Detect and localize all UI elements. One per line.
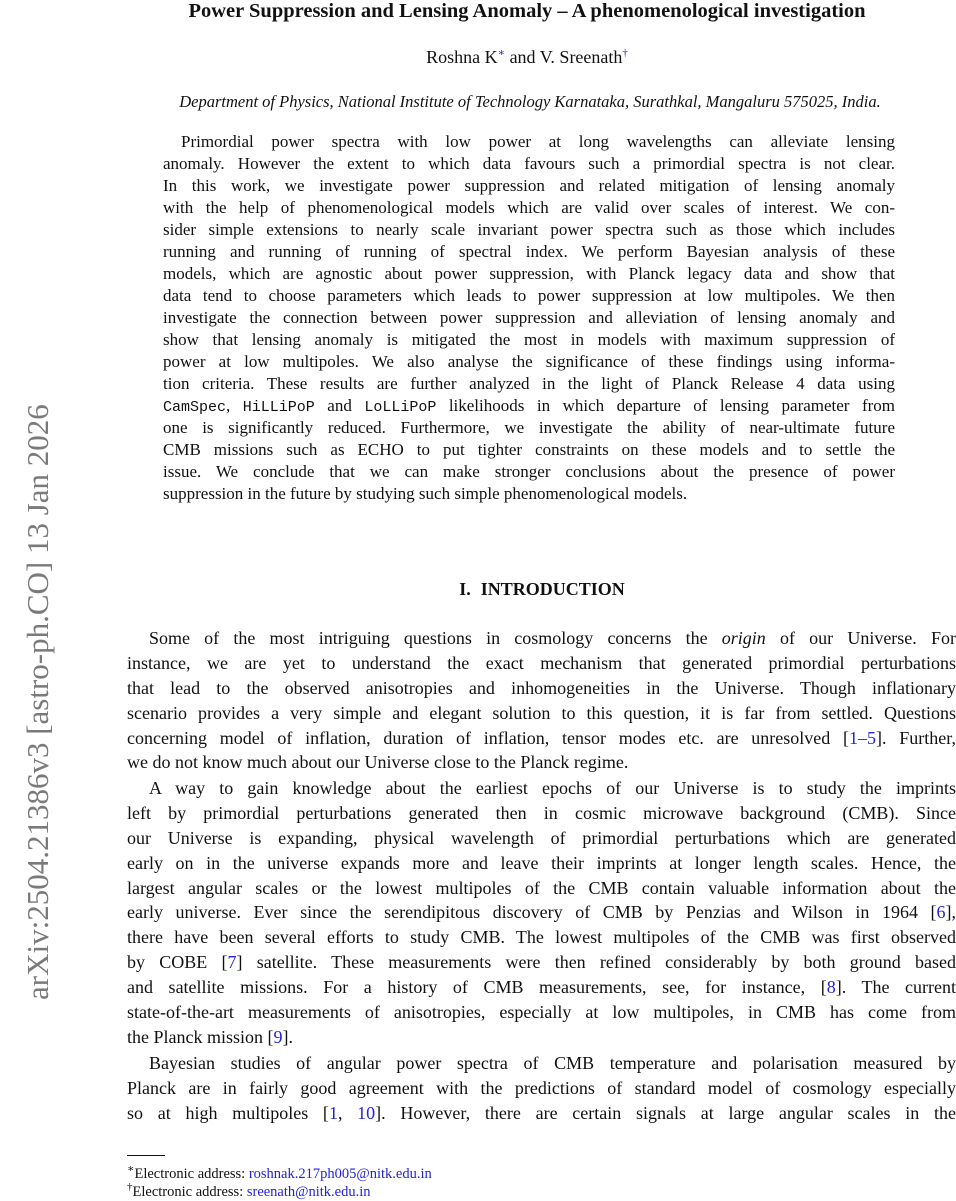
text-run: by COBE [: [127, 952, 227, 972]
text-run: ].: [283, 1027, 294, 1047]
text-run: and: [315, 396, 365, 415]
email-link[interactable]: sreenath@nitk.edu.in: [247, 1184, 371, 1200]
citation-link[interactable]: 6: [937, 902, 946, 922]
citation-link[interactable]: 1: [329, 1103, 338, 1123]
text-line: [163, 373, 895, 395]
email-link[interactable]: roshnak.217ph005@nitk.edu.in: [249, 1166, 432, 1182]
text-line: [163, 175, 895, 197]
text-line: [163, 263, 895, 285]
text-run: state-of-the-art measurements of anisotropies, especially at low multipoles, in CMB has come from: [127, 1002, 956, 1022]
text-run: Planck are in fairly good agreement with the predictions of standard model of cosmology especially: [127, 1078, 956, 1098]
text-run: CMB missions such as ECHO to put tighter constraints on these models and to settle the: [163, 440, 895, 459]
text-line: [163, 483, 895, 505]
text-run: Some of the most intriguing questions in cosmology concerns the: [149, 628, 722, 648]
text-run: with the help of phenomenological models which are valid over scales of interest. We con-: [163, 198, 895, 217]
text-run: we do not know much about our Universe close to the Planck regime.: [127, 752, 628, 772]
author-name: V. Sreenath: [540, 47, 623, 67]
abstract: [163, 131, 895, 505]
text-run: early universe. Ever since the serendipitous discovery of CMB by Penzias and Wilson in 1964 [: [127, 902, 937, 922]
citation-link[interactable]: 8: [827, 977, 836, 997]
text-line: [163, 439, 895, 461]
text-run: ]. Further,: [876, 728, 956, 748]
text-run: issue. We conclude that we can make stronger conclusions about the presence of power: [163, 462, 895, 481]
text-line: [127, 851, 956, 876]
text-run: one is significantly reduced. Furthermore, we investigate the ability of near-ultimate future: [163, 418, 895, 437]
text-line: [163, 461, 895, 483]
text-run: the Planck mission [: [127, 1027, 274, 1047]
section-number: I.: [459, 579, 471, 599]
code-term: CamSpec: [163, 399, 226, 416]
footnote: [127, 1162, 432, 1183]
footnote-link[interactable]: ∗: [498, 47, 505, 59]
text-run: tion criteria. These results are further analyzed in the light of Planck Release 4 data using: [163, 374, 895, 393]
text-line: [127, 1076, 956, 1101]
text-line: [163, 197, 895, 219]
footnote-mark: ∗: [127, 1163, 134, 1175]
emphasis-text: origin: [722, 628, 766, 648]
text-run: models, which are agnostic about power suppression, with Planck legacy data and show that: [163, 264, 895, 283]
body-paragraph: [127, 626, 956, 775]
text-run: Primordial power spectra with low power at long wavelengths can alleviate lensing: [181, 132, 895, 151]
text-line: [127, 801, 956, 826]
text-line: [127, 776, 956, 801]
text-run: and satellite missions. For a history of CMB measurements, see, for instance, [: [127, 977, 827, 997]
text-run: anomaly. However the extent to which data favours such a primordial spectra is not clear.: [163, 154, 895, 173]
citation-link[interactable]: 10: [357, 1103, 375, 1123]
text-run: investigate the connection between power suppression and alleviation of lensing anomaly and: [163, 308, 895, 327]
text-line: [127, 726, 956, 751]
footnote-link[interactable]: †: [622, 47, 628, 59]
text-run: power at low multipoles. We also analyse the significance of these findings using informa-: [163, 352, 895, 371]
text-line: [163, 285, 895, 307]
text-line: [163, 351, 895, 373]
text-line: [127, 950, 956, 975]
text-line: [163, 417, 895, 439]
arxiv-identifier: arXiv:2504.21386v3 [astro-ph.CO] 13 Jan 2026: [20, 260, 56, 1000]
text-run: ]. However, there are certain signals at large angular scales in the: [375, 1103, 956, 1123]
text-line: [127, 1025, 956, 1050]
text-line: [163, 219, 895, 241]
text-run: scenario provides a very simple and elegant solution to this question, it is far from settled. Questions: [127, 703, 956, 723]
text-run: largest angular scales or the lowest multipoles of the CMB contain valuable information about the: [127, 878, 956, 898]
text-run: A way to gain knowledge about the earliest epochs of our Universe is to study the imprints: [149, 778, 956, 798]
text-run: suppression in the future by studying such simple phenomenological models.: [163, 484, 687, 503]
text-run: early on in the universe expands more and leave their imprints at longer length scales. Hence, the: [127, 853, 956, 873]
text-run: left by primordial perturbations generated then in cosmic microwave background (CMB). Since: [127, 803, 956, 823]
text-run: so at high multipoles [: [127, 1103, 329, 1123]
text-line: [163, 153, 895, 175]
text-run: show that lensing anomaly is mitigated the most in models with maximum suppression of: [163, 330, 895, 349]
text-run: In this work, we investigate power suppression and related mitigation of lensing anomaly: [163, 176, 895, 195]
text-line: [127, 676, 956, 701]
text-run: ],: [946, 902, 956, 922]
body-paragraph: [127, 776, 956, 1050]
code-term: HiLLiPoP: [243, 399, 315, 416]
text-line: [163, 395, 895, 417]
code-term: LoLLiPoP: [364, 399, 436, 416]
text-line: [127, 750, 956, 775]
text-line: [127, 876, 956, 901]
text-run: concerning model of inflation, duration of inflation, tensor modes etc. are unresolved [: [127, 728, 849, 748]
text-line: [163, 329, 895, 351]
text-line: [127, 1051, 956, 1076]
section-title: INTRODUCTION: [481, 579, 625, 599]
text-run: Bayesian studies of angular power spectra of CMB temperature and polarisation measured by: [149, 1053, 956, 1073]
text-run: our Universe is expanding, physical wavelength of primordial perturbations which are generated: [127, 828, 956, 848]
text-line: [163, 131, 895, 153]
citation-link[interactable]: 7: [227, 952, 236, 972]
text-line: [127, 701, 956, 726]
footnote-mark: †: [127, 1181, 133, 1193]
text-line: [163, 241, 895, 263]
author-name: Roshna K: [426, 47, 498, 67]
text-run: ]. The current: [836, 977, 956, 997]
paper-title: Power Suppression and Lensing Anomaly – A phenomenological investigation: [0, 0, 956, 23]
citation-link[interactable]: 9: [274, 1027, 283, 1047]
text-run: ,: [338, 1103, 357, 1123]
footnote-divider: [127, 1155, 165, 1156]
text-line: [127, 1000, 956, 1025]
text-run: ,: [226, 396, 243, 415]
text-run: there have been several efforts to study CMB. The lowest multipoles of the CMB was first observed: [127, 927, 956, 947]
text-line: [127, 975, 956, 1000]
text-run: that lead to the observed anisotropies and inhomogeneities in the Universe. Though inflationary: [127, 678, 956, 698]
citation-link[interactable]: 1–5: [849, 728, 876, 748]
text-line: [127, 826, 956, 851]
author-list: [0, 46, 956, 68]
author-separator: and: [510, 47, 536, 67]
text-line: [127, 651, 956, 676]
text-line: [127, 626, 956, 651]
affiliation: Department of Physics, National Institute of Technology Karnataka, Surathkal, Mangaluru 575025, India.: [0, 92, 956, 112]
text-run: running and running of running of spectral index. We perform Bayesian analysis of these: [163, 242, 895, 261]
text-run: sider simple extensions to nearly scale invariant power spectra such as those which includes: [163, 220, 895, 239]
text-run: ] satellite. These measurements were then refined considerably by both ground based: [236, 952, 956, 972]
footnote-label: Electronic address:: [133, 1184, 247, 1200]
text-line: [127, 925, 956, 950]
text-line: [127, 1101, 956, 1126]
section-heading: [0, 579, 956, 600]
text-line: [163, 307, 895, 329]
text-run: of our Universe. For: [766, 628, 956, 648]
footnote: [127, 1181, 371, 1201]
footnote-label: Electronic address:: [134, 1166, 248, 1182]
text-line: [127, 900, 956, 925]
text-run: likelihoods in which departure of lensing parameter from: [436, 396, 895, 415]
text-run: instance, we are yet to understand the exact mechanism that generated primordial perturbations: [127, 653, 956, 673]
body-paragraph: [127, 1051, 956, 1126]
text-run: data tend to choose parameters which leads to power suppression at low multipoles. We then: [163, 286, 895, 305]
